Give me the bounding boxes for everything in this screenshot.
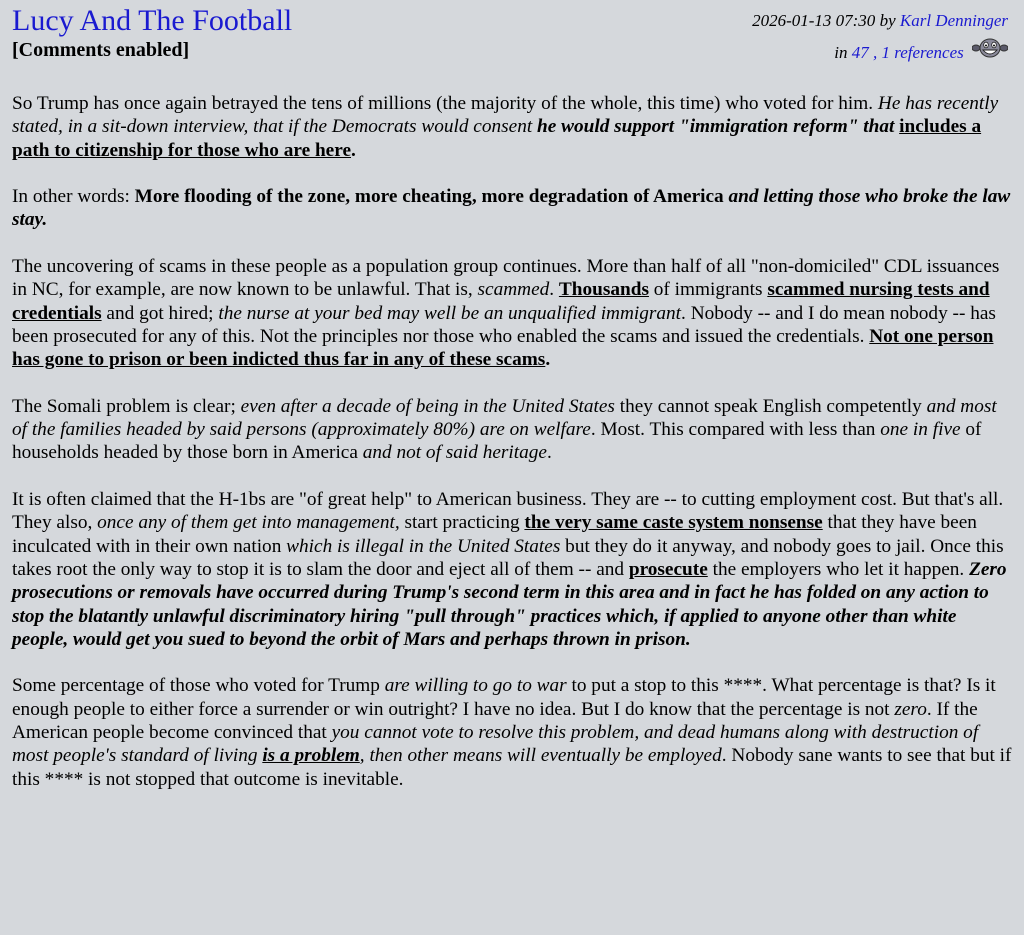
text-run: . Nobody -- and I do mean nobody -- has been prosecuted for any of this. Not the principles nor those who enabled the scams and issued the credentials. bbox=[12, 302, 996, 347]
paragraph-5 bbox=[12, 488, 1012, 651]
in-label: in bbox=[834, 43, 848, 62]
text-run: prosecute bbox=[628, 558, 708, 580]
text-run: he would support "immigration reform" that bbox=[537, 116, 900, 138]
category-link[interactable]: 47 bbox=[851, 43, 869, 62]
text-run: Some percentage of those who voted for Trump bbox=[12, 675, 385, 697]
text-run: start practicing bbox=[399, 512, 525, 534]
text-run: you cannot vote to resolve this problem, and dead humans along with destruction of most people's standard of living bbox=[12, 722, 979, 767]
post-category-line bbox=[752, 36, 1008, 70]
text-run: they cannot speak English competently bbox=[614, 395, 927, 417]
text-run: . bbox=[549, 279, 559, 301]
paragraph-2 bbox=[12, 185, 1012, 232]
comments-status: [Comments enabled] bbox=[12, 39, 190, 61]
text-run: More flooding of the zone, more cheating, more degradation of America bbox=[134, 186, 729, 208]
text-run: to put a stop to this ****. What percentage is that? Is it enough people to either force a surrender or win outright? I have no idea. But I do know that the percentage is not bbox=[12, 675, 996, 720]
laughing-face-icon bbox=[972, 36, 1008, 70]
text-run: It is often claimed that the H-1bs are "of great help" to American business. They are -- to cutting employment cost. But that's all. They also, bbox=[12, 489, 1004, 534]
text-run: one in five bbox=[880, 419, 961, 441]
author-link[interactable]: Karl Denninger bbox=[899, 11, 1008, 30]
text-run: In other words: bbox=[12, 186, 135, 208]
text-run: . bbox=[351, 139, 356, 161]
paragraph-4 bbox=[12, 395, 1012, 465]
text-run: . Nobody sane wants to see that but if this **** is not stopped that outcome is inevitable. bbox=[12, 745, 1012, 790]
text-run: scammed nursing tests and credentials bbox=[12, 279, 990, 324]
text-run: but they do it anyway, and nobody goes to jail. Once this takes root the only way to stop it is to slam the door and eject all of them -- and bbox=[12, 535, 1004, 580]
text-run: even after a decade of being in the United States bbox=[240, 395, 615, 417]
text-run: of immigrants bbox=[648, 279, 768, 301]
paragraph-3 bbox=[12, 255, 1012, 371]
text-run: So Trump has once again betrayed the tens of millions (the majority of the whole, this time) who voted for him. bbox=[12, 93, 878, 114]
text-run: includes a path to citizenship for those who are here bbox=[12, 116, 982, 161]
text-run: The Somali problem is clear; bbox=[12, 395, 241, 417]
text-run: the nurse at your bed may well be an unqualified immigrant bbox=[218, 302, 682, 324]
text-run: The uncovering of scams in these people as a population group continues. More than half of all "non-domiciled" CDL issuances in NC, for example, are now known to be unlawful. That is, bbox=[12, 256, 1000, 301]
text-run: and not of said heritage bbox=[362, 442, 547, 464]
text-run: of households headed by those born in America bbox=[12, 419, 982, 464]
post-byline bbox=[752, 6, 1008, 36]
text-run: are willing to go to war bbox=[384, 675, 567, 697]
text-run: the employers who let it happen. bbox=[707, 558, 970, 580]
text-run: Zero prosecutions or removals have occurred during Trump's second term in this area and in fact he has folded on any action to stop the blatantly unlawful discriminatory hiring "pull through" practices which, if applied to anyone other than white people, would get you sued to beyond the orbit of Mars and perhaps thrown in prison. bbox=[12, 558, 1007, 650]
text-run: the very same caste system nonsense bbox=[524, 512, 823, 534]
text-run: Not one person has gone to prison or been indicted thus far in any of these scams bbox=[12, 325, 994, 371]
post-title: Lucy And The Football bbox=[12, 4, 293, 37]
text-run: He has recently stated, in a sit-down interview, that if the Democrats would consent bbox=[12, 93, 999, 138]
text-run: and most of the families headed by said persons (approximately 80%) are on welfare bbox=[12, 395, 997, 441]
post-meta bbox=[752, 6, 1008, 70]
text-run: that they have been inculcated with in their own nation bbox=[12, 512, 977, 557]
text-run: and got hired; bbox=[101, 302, 219, 324]
post-header bbox=[0, 0, 1024, 82]
text-run: once any of them get into management, bbox=[97, 512, 400, 534]
text-run: . Most. This compared with less than bbox=[590, 419, 881, 441]
text-run: which is illegal in the United States bbox=[286, 535, 561, 557]
post-date: 2026-01-13 07:30 bbox=[752, 11, 876, 30]
text-run: , then other means will eventually be employed bbox=[359, 745, 722, 767]
text-run: scammed bbox=[477, 279, 550, 301]
article-body bbox=[12, 92, 1012, 814]
references-link[interactable]: , 1 references bbox=[872, 43, 964, 62]
text-run: and letting those who broke the law stay. bbox=[12, 186, 1011, 231]
paragraph-1 bbox=[12, 92, 1012, 162]
text-run: . If the American people become convinced that bbox=[12, 698, 978, 744]
text-run: zero bbox=[894, 698, 927, 720]
by-label: by bbox=[879, 11, 896, 30]
text-run: . bbox=[545, 349, 551, 371]
text-run: Thousands bbox=[558, 279, 649, 301]
text-run: . bbox=[546, 442, 552, 464]
text-run: is a problem bbox=[262, 745, 360, 767]
paragraph-6 bbox=[12, 674, 1012, 790]
